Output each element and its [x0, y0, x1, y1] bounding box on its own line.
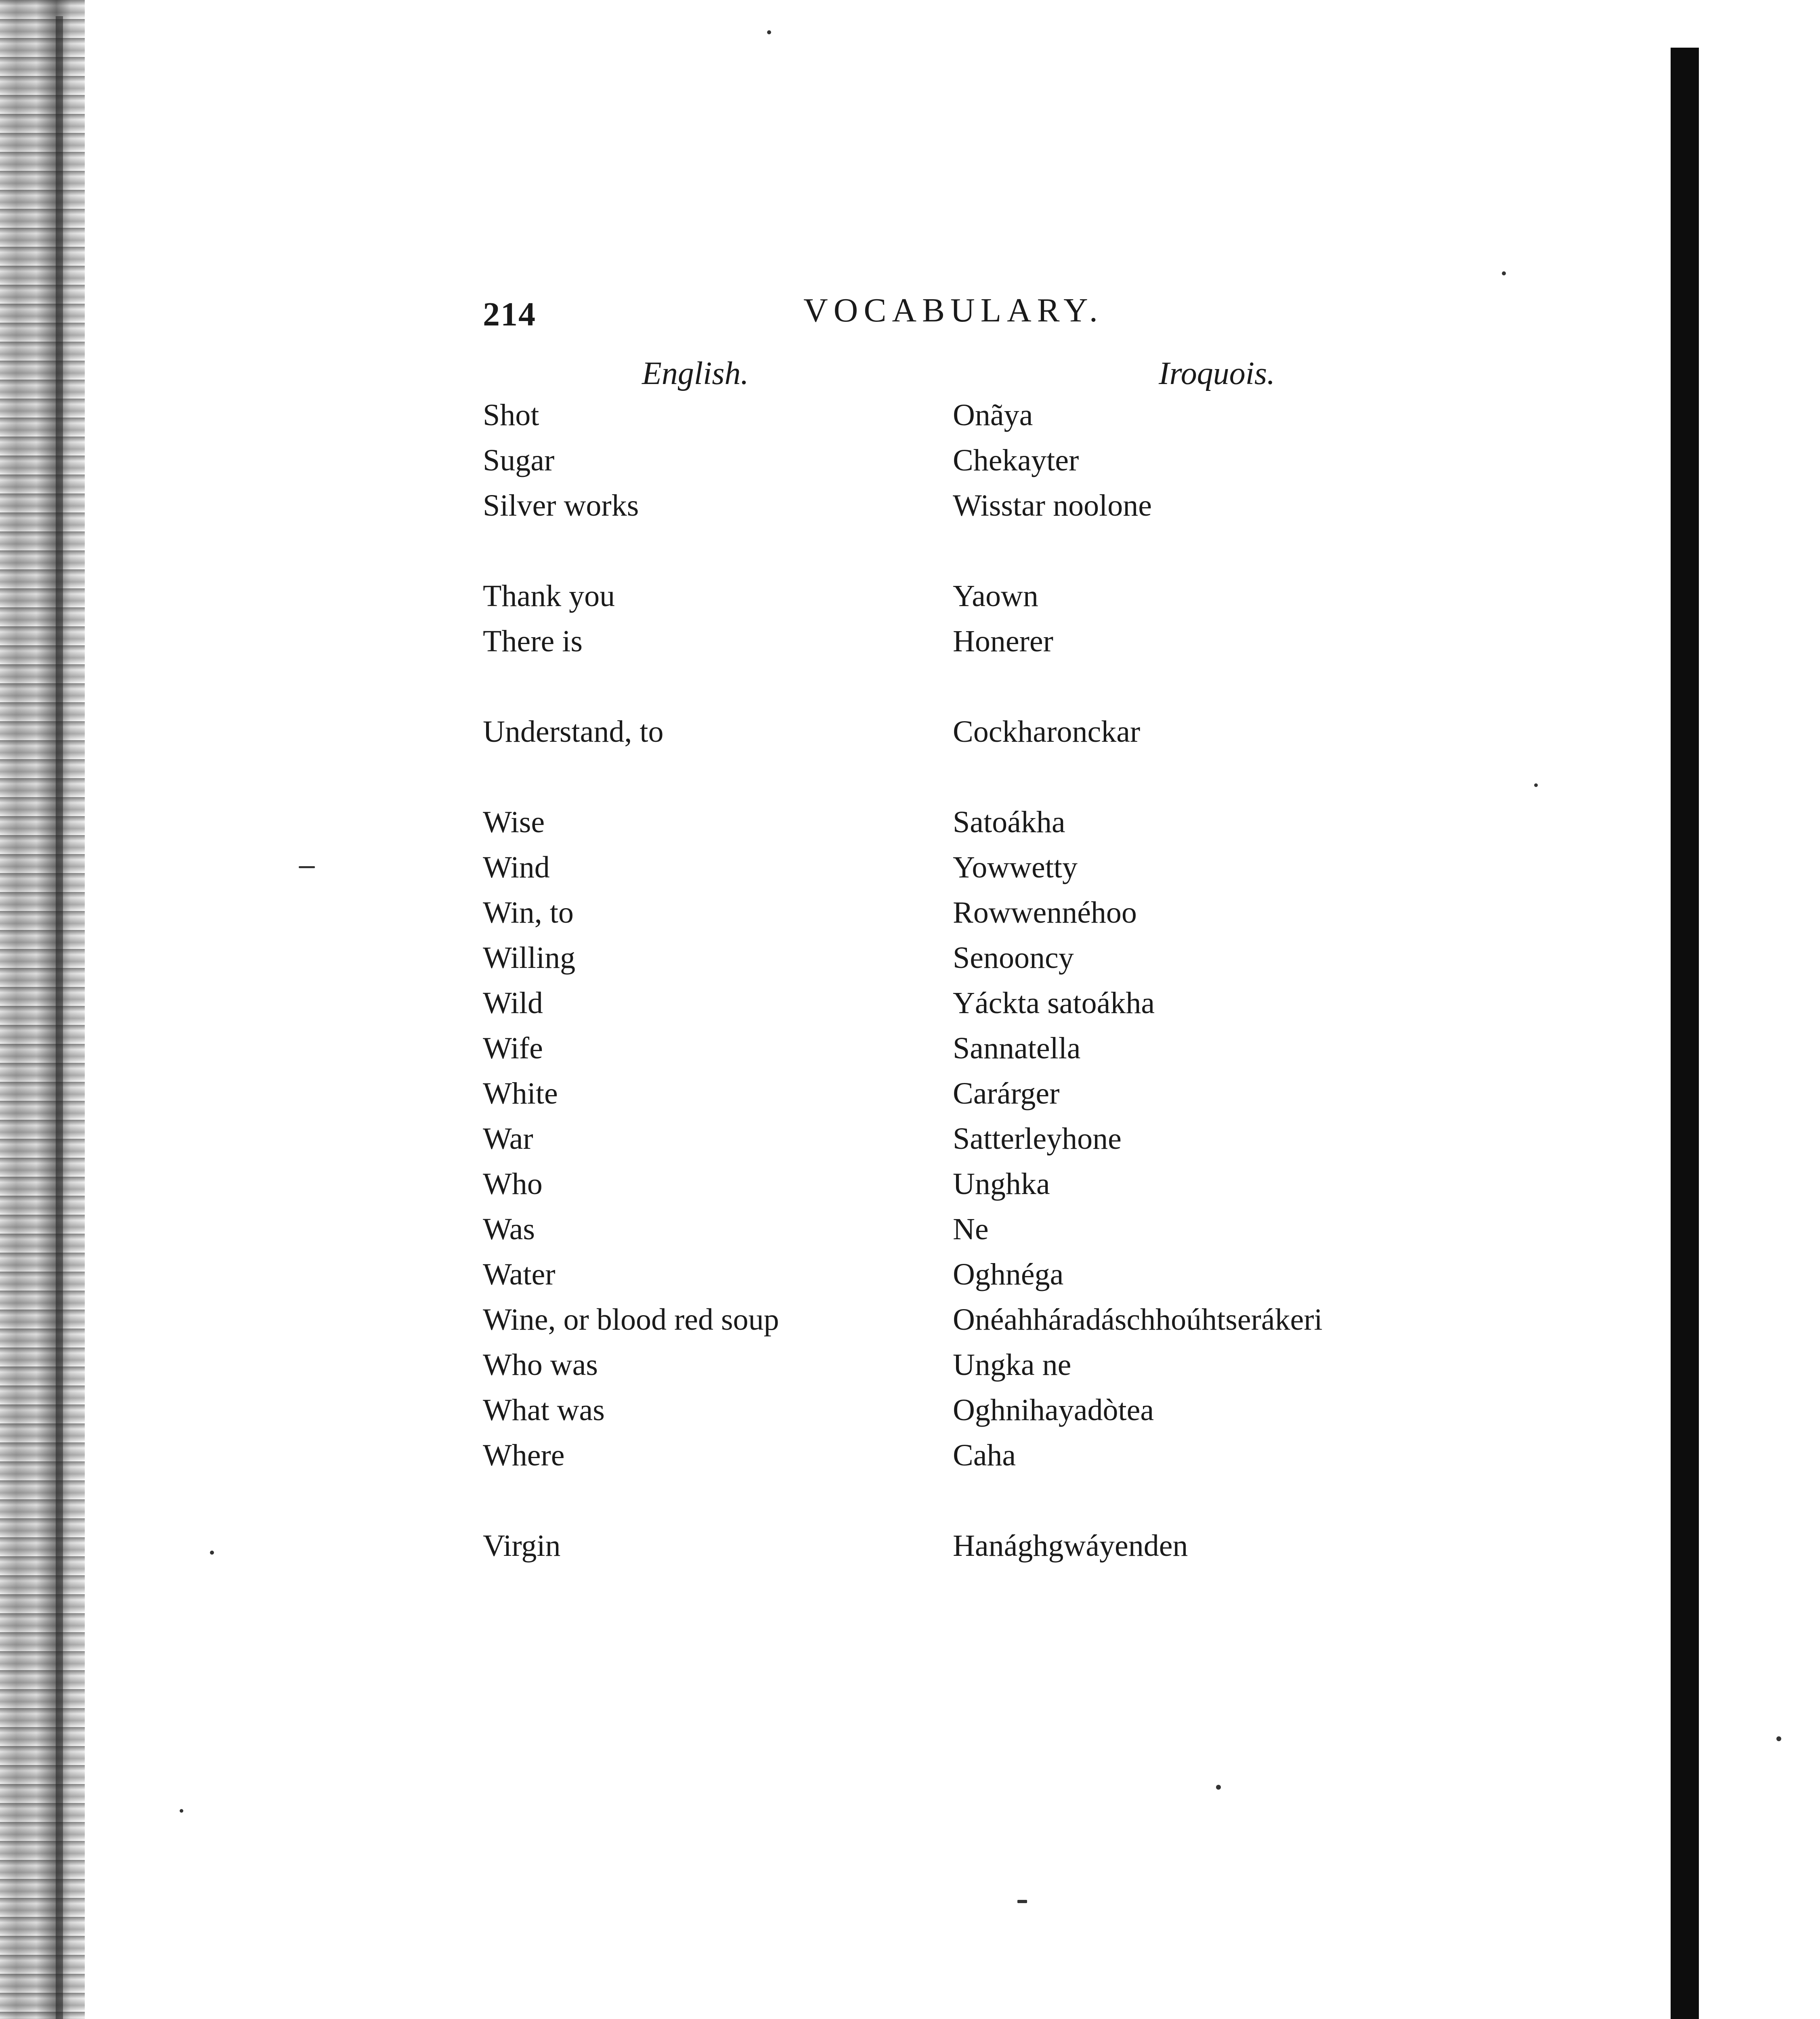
column-heading-iroquois: Iroquois. [1159, 356, 1275, 391]
vocab-entry [0, 488, 1820, 533]
vocab-entry [0, 986, 1820, 1031]
iroquois-term: Hanághgwáyenden [953, 1529, 1188, 1563]
iroquois-term: Satoákha [953, 805, 1065, 839]
english-term: Sugar [483, 443, 555, 477]
scan-speck [1534, 783, 1538, 787]
vocab-entry [0, 1257, 1820, 1302]
page-header [0, 283, 1820, 339]
vocab-entry [0, 1031, 1820, 1076]
iroquois-term: Senooncy [953, 941, 1074, 975]
english-term: Who [483, 1167, 543, 1201]
english-term: Willing [483, 941, 576, 975]
vocab-entry [0, 443, 1820, 488]
english-term: Wine, or blood red soup [483, 1303, 779, 1337]
vocab-entry [0, 850, 1820, 895]
english-term: Water [483, 1257, 556, 1291]
iroquois-term: Onéahháradáschhoúhtserákeri [953, 1303, 1323, 1337]
english-term: Silver works [483, 489, 639, 523]
english-term: War [483, 1122, 533, 1156]
vocab-entry [0, 1393, 1820, 1438]
vocab-entry [0, 1076, 1820, 1121]
iroquois-term: Oghnéga [953, 1257, 1064, 1291]
iroquois-term: Ungka ne [953, 1348, 1071, 1382]
vocab-entry [0, 1302, 1820, 1347]
vocab-entry [0, 1528, 1820, 1574]
english-term: What was [483, 1393, 605, 1427]
vocab-entry [0, 895, 1820, 940]
vocab-entry [0, 1347, 1820, 1393]
vocab-entry [0, 805, 1820, 850]
scan-speck [1017, 1900, 1027, 1903]
english-term: Win, to [483, 896, 574, 930]
iroquois-term: Yowwetty [953, 850, 1078, 884]
scan-speck [1216, 1785, 1221, 1790]
iroquois-term: Onãya [953, 398, 1033, 432]
scan-speck [210, 1551, 214, 1555]
scan-speck [299, 866, 315, 868]
iroquois-term: Sannatella [953, 1031, 1081, 1065]
english-term: Wild [483, 986, 543, 1020]
running-head: VOCABULARY. [803, 292, 1103, 329]
english-term: White [483, 1077, 558, 1110]
scan-speck [1776, 1736, 1781, 1741]
iroquois-term: Satterleyhone [953, 1122, 1122, 1156]
vocab-entry [0, 1438, 1820, 1483]
vocab-entry [0, 579, 1820, 624]
vocab-entry [0, 624, 1820, 669]
english-term: Where [483, 1438, 565, 1472]
english-term: Wise [483, 805, 545, 839]
column-heading-english: English. [642, 356, 749, 391]
scan-speck [767, 30, 771, 34]
iroquois-term: Rowwennéhoo [953, 896, 1137, 930]
scan-speck [180, 1809, 183, 1813]
iroquois-term: Caha [953, 1438, 1016, 1472]
vocab-entry [0, 714, 1820, 760]
english-term: Wife [483, 1031, 543, 1065]
english-term: Who was [483, 1348, 598, 1382]
page-number: 214 [483, 296, 536, 333]
iroquois-term: Wisstar noolone [953, 489, 1152, 523]
english-term: Shot [483, 398, 539, 432]
english-term: Virgin [483, 1529, 561, 1563]
iroquois-term: Yáckta satoákha [953, 986, 1155, 1020]
vocab-entry [0, 398, 1820, 443]
iroquois-term: Honerer [953, 624, 1053, 658]
iroquois-term: Cockharonckar [953, 715, 1141, 749]
vocab-entry [0, 1167, 1820, 1212]
english-term: There is [483, 624, 583, 658]
iroquois-term: Ne [953, 1212, 989, 1246]
english-term: Understand, to [483, 715, 664, 749]
iroquois-term: Unghka [953, 1167, 1050, 1201]
english-term: Was [483, 1212, 535, 1246]
vocab-entry [0, 1121, 1820, 1167]
vocab-entry [0, 940, 1820, 986]
iroquois-term: Carárger [953, 1077, 1060, 1110]
english-term: Wind [483, 850, 550, 884]
iroquois-term: Chekayter [953, 443, 1079, 477]
iroquois-term: Oghnihayadòtea [953, 1393, 1154, 1427]
vocabulary-list [0, 398, 1820, 1574]
english-term: Thank you [483, 579, 615, 613]
vocab-entry [0, 1212, 1820, 1257]
iroquois-term: Yaown [953, 579, 1038, 613]
scan-speck [1502, 271, 1506, 275]
